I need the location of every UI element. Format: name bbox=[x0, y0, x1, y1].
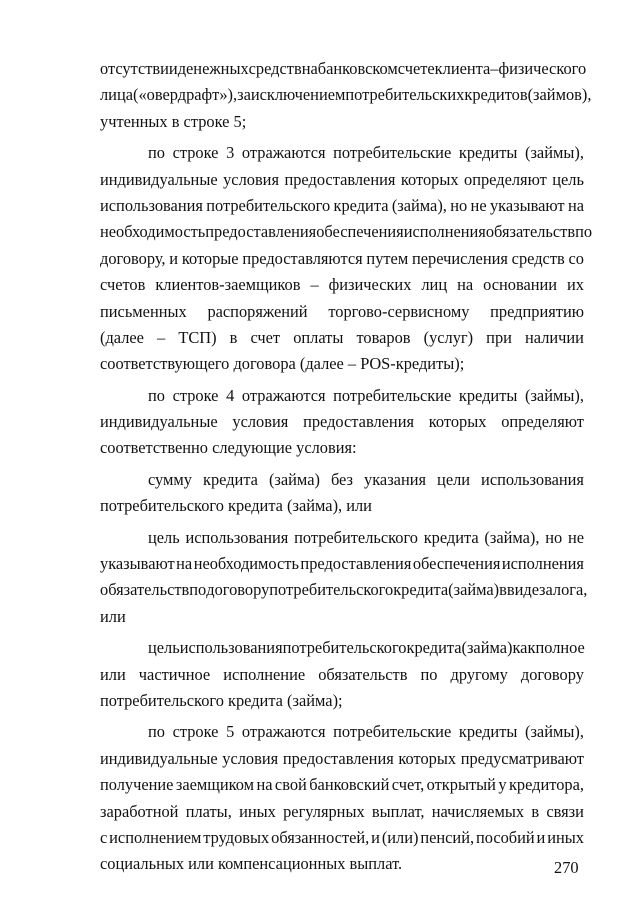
text-line: счетов клиентов-заемщиков – физических лиц на основании их bbox=[100, 275, 584, 295]
paragraph bbox=[100, 467, 584, 520]
paragraph bbox=[100, 383, 584, 462]
text-line: цель использования потребительского кредита (займа), но не bbox=[148, 527, 584, 547]
text-line: по строке 3 отражаются потребительские кредиты (займы), bbox=[148, 143, 584, 163]
text-line: необходимость предоставления обеспечения исполнения обязательств по bbox=[100, 222, 593, 242]
text-line: цель использования потребительского кредита (займа) как полное bbox=[148, 638, 585, 658]
text-line: по строке 4 отражаются потребительские кредиты (займы), bbox=[148, 385, 584, 405]
text-line: учтенных в строке 5; bbox=[100, 111, 247, 131]
paragraph bbox=[100, 56, 592, 135]
text-line: или bbox=[100, 606, 126, 626]
paragraph bbox=[100, 719, 584, 877]
text-line: или частичное исполнение обязательств по другому договору bbox=[100, 664, 584, 684]
paragraph bbox=[100, 140, 593, 378]
text-line: индивидуальные условия предоставления которых определяют цель bbox=[100, 169, 584, 189]
text-line: договору, и которые предоставляются путем перечисления средств со bbox=[100, 248, 584, 268]
text-line: обязательств по договору потребительского кредита (займа) в виде залога, bbox=[100, 580, 588, 600]
page-number: 270 bbox=[554, 858, 579, 877]
text-line: указывают на необходимость предоставления обеспечения исполнения bbox=[100, 554, 584, 574]
text-line: лица («овердрафт»), за исключением потребительских кредитов (займов), bbox=[100, 85, 592, 105]
text-line: по строке 5 отражаются потребительские кредиты (займы), bbox=[148, 722, 584, 742]
text-line: сумму кредита (займа) без указания цели использования bbox=[148, 469, 584, 489]
text-line: потребительского кредита (займа), или bbox=[100, 496, 372, 516]
text-line: заработной платы, иных регулярных выплат, начисляемых в связи bbox=[100, 801, 584, 821]
text-line: соответственно следующие условия: bbox=[100, 438, 357, 458]
text-line: отсутствии денежных средств на банковском счете клиента – физического bbox=[100, 59, 587, 78]
text-line: письменных распоряжений торгово-сервисному предприятию bbox=[100, 301, 584, 321]
text-line: потребительского кредита (займа); bbox=[100, 690, 343, 710]
paragraph bbox=[100, 635, 584, 714]
text-line: (далее – ТСП) в счет оплаты товаров (услуг) при наличии bbox=[100, 327, 584, 347]
body-text bbox=[100, 56, 593, 878]
paragraph bbox=[100, 525, 588, 631]
text-line: соответствующего договора (далее – POS-кредиты); bbox=[100, 354, 465, 374]
text-line: индивидуальные условия предоставления которых определяют bbox=[100, 412, 584, 432]
text-line: индивидуальные условия предоставления которых предусматривают bbox=[100, 748, 584, 768]
text-line: социальных или компенсационных выплат. bbox=[100, 854, 403, 874]
text-line: использования потребительского кредита (займа), но не указывают на bbox=[100, 195, 584, 215]
text-line: получение заемщиком на свой банковский счет, открытый у кредитора, bbox=[100, 775, 584, 795]
text-line: с исполнением трудовых обязанностей, и (или) пенсий, пособий и иных bbox=[100, 827, 584, 847]
